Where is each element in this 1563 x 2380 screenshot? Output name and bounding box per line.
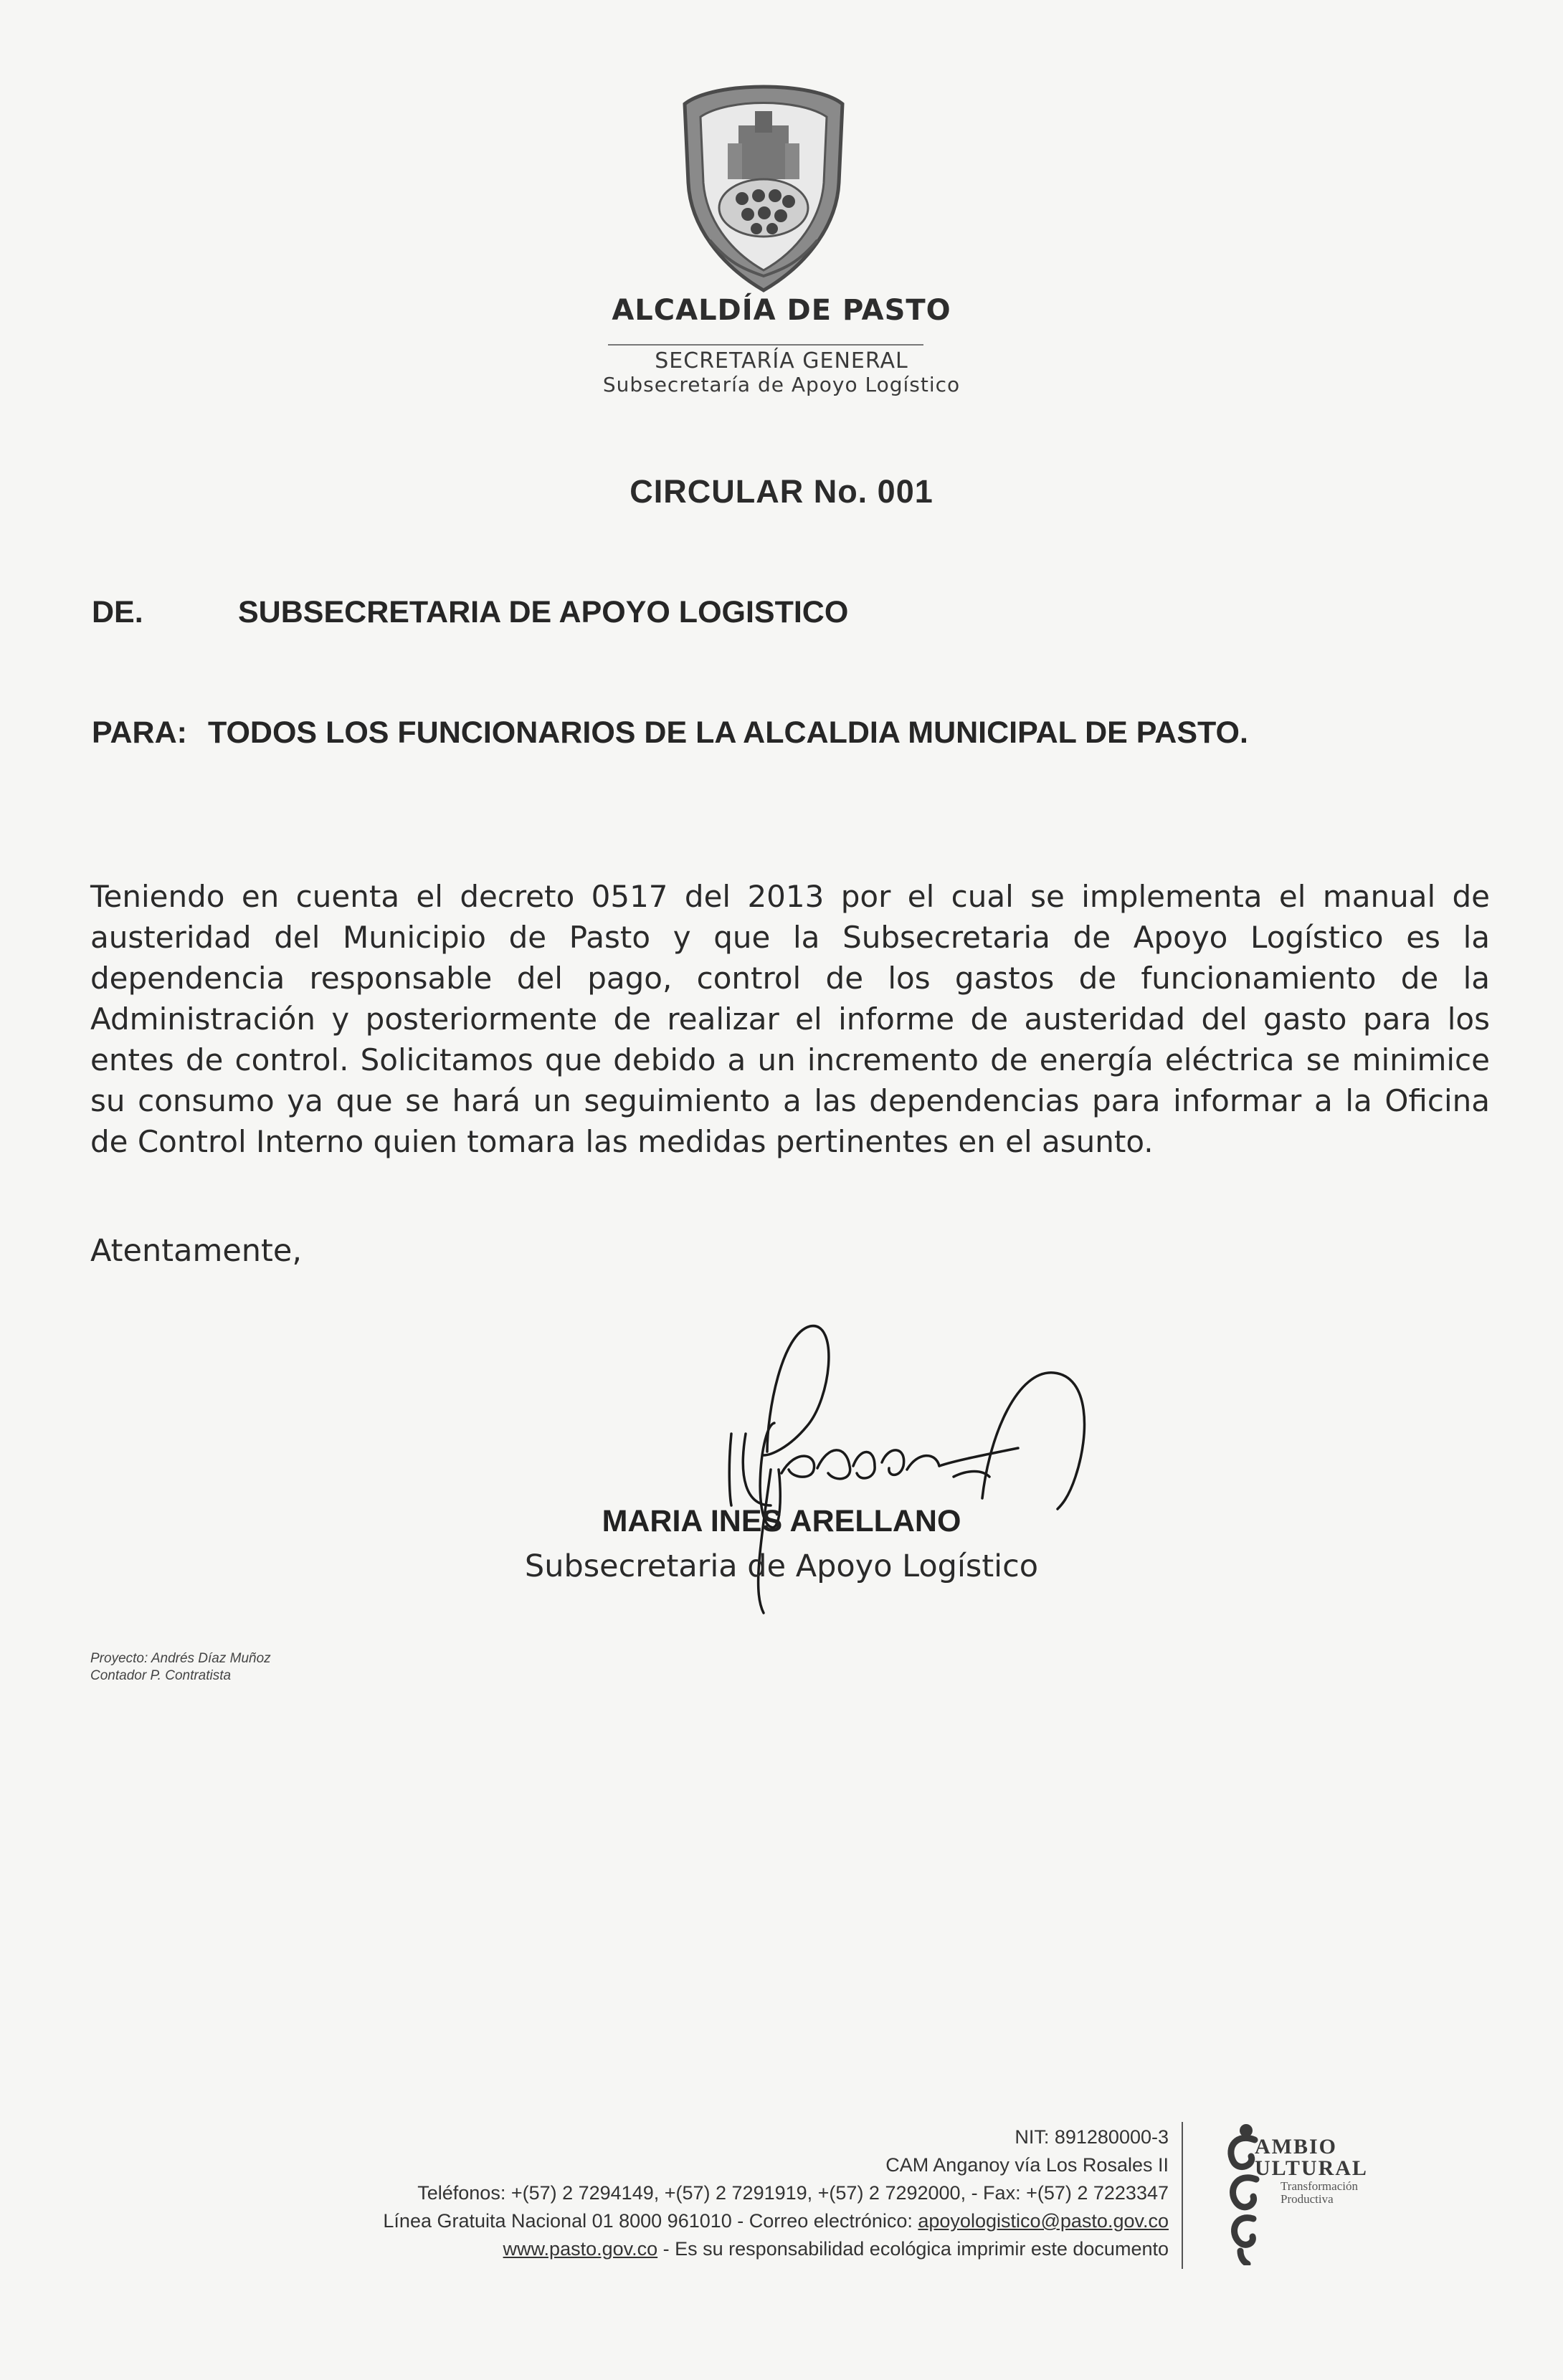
project-credit-line2: Contador P. Contratista [90, 1668, 232, 1683]
org-subsecretaria: Subsecretaría de Apoyo Logístico [602, 373, 961, 396]
footer-hotline [215, 2207, 1169, 2235]
footer-hotline-text: Línea Gratuita Nacional 01 8000 961010 - Correo electrónico: [383, 2210, 918, 2232]
footer-website-link[interactable]: www.pasto.gov.co [503, 2238, 658, 2260]
from-label: DE. [92, 595, 143, 629]
org-secretaria: SECRETARÍA GENERAL [655, 348, 908, 373]
footer-phones: Teléfonos: +(57) 2 7294149, +(57) 2 7291919, +(57) 2 7292000, - Fax: +(57) 2 7223347 [417, 2182, 1169, 2204]
footer-nit: NIT: 891280000-3 [1015, 2126, 1169, 2148]
signer-name: MARIA INES ARELLANO [602, 1504, 961, 1538]
footer-contact [215, 2123, 1169, 2263]
footer-divider [1182, 2122, 1183, 2269]
cambio-tagline-1: Transformación [1281, 2179, 1358, 2193]
cambio-word1: AMBIO [1255, 2135, 1337, 2158]
footer-web-line [215, 2235, 1169, 2263]
cambio-word2: ULTURAL [1255, 2156, 1368, 2180]
to-label: PARA: [92, 715, 187, 750]
signer-title: Subsecretaria de Apoyo Logístico [524, 1548, 1039, 1584]
footer-email-link[interactable]: apoyologistico@pasto.gov.co [918, 2210, 1169, 2232]
pasto-coat-of-arms-icon [670, 75, 857, 294]
closing: Atentamente, [90, 1233, 303, 1269]
body-paragraph: Teniendo en cuenta el decreto 0517 del 2013 por el cual se implementa el manual de austeridad del Municipio de Pasto y que la Subsecretaria de Apoyo Logístico es la dependencia responsable del pago, control de los gastos de funcionamiento de la Administración y posteriormente de realizar el informe de austeridad del gasto para los entes de control. Solicitamos que debido a un incremento de energía eléctrica se minimice su consumo ya que se hará un seguimiento a las dependencias para informar a la Oficina de Control Interno quien tomara las medidas pertinentes en el asunto. [90, 879, 1490, 1159]
to-value: TODOS LOS FUNCIONARIOS DE LA ALCALDIA MUNICIPAL DE PASTO. [208, 715, 1248, 750]
cambio-tagline-2: Productiva [1281, 2192, 1334, 2206]
letterhead-divider [608, 344, 923, 346]
project-credit [90, 1650, 271, 1685]
cambio-cultural-logo [1212, 2122, 1398, 2265]
project-credit-line1: Proyecto: Andrés Díaz Muñoz [90, 1651, 271, 1666]
circular-title: CIRCULAR No. 001 [630, 473, 933, 510]
from-value: SUBSECRETARIA DE APOYO LOGISTICO [238, 595, 849, 629]
footer-address: CAM Anganoy vía Los Rosales II [885, 2154, 1169, 2176]
footer-eco-note: - Es su responsabilidad ecológica imprimir este documento [657, 2238, 1169, 2260]
org-name: ALCALDÍA DE PASTO [612, 294, 951, 327]
